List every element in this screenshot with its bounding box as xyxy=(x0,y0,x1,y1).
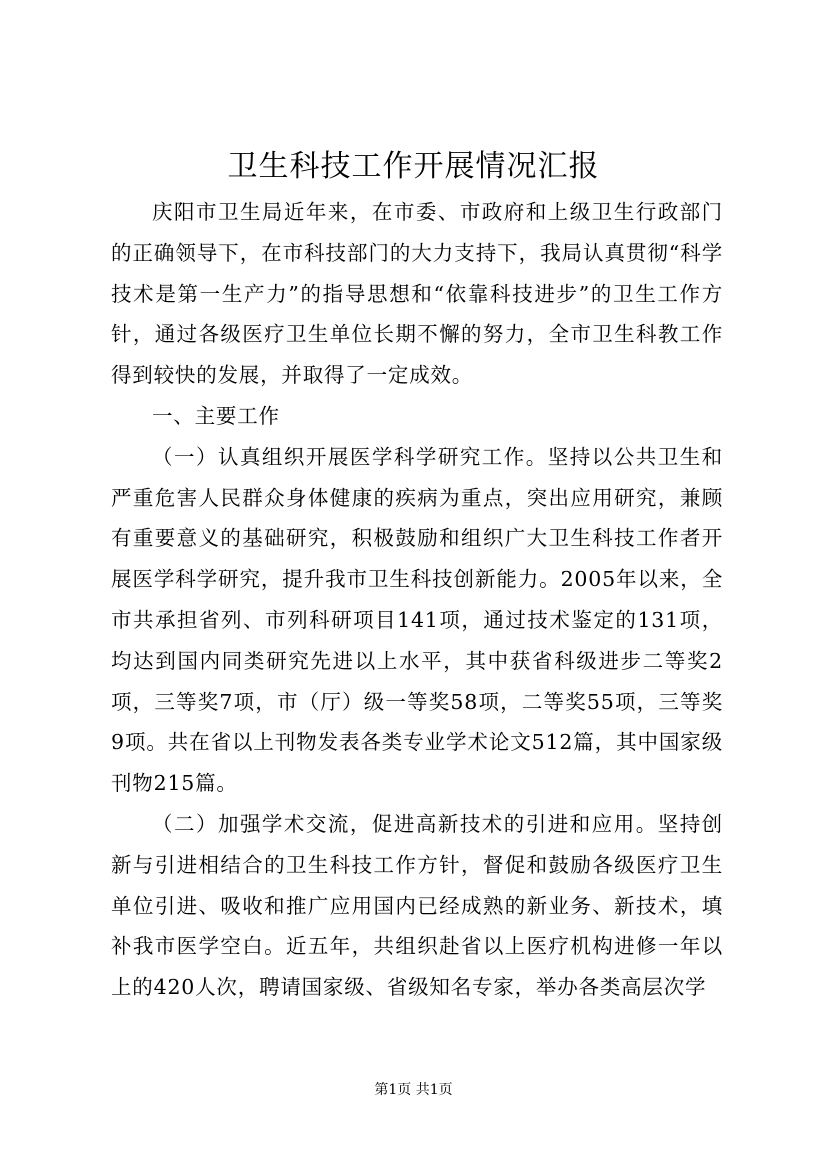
document-title: 卫生科技工作开展情况汇报 xyxy=(227,149,600,184)
section-heading-main-work: 一、主要工作 xyxy=(152,403,280,428)
page-footer: 第1页 共1页 xyxy=(374,1082,453,1098)
paragraph-intro: 庆阳市卫生局近年来，在市委、市政府和上级卫生行政部门的正确领导下，在市科技部门的大力支持下，我局认真贯彻“科学技术是第一生产力”的指导思想和“依靠科技进步”的卫生工作方针，通过各级医疗卫生单位长期不懈的努力，全市卫生科教工作得到较快的发展，并取得了一定成效。 xyxy=(111,200,723,388)
paragraph-academic-exchange: （二）加强学术交流，促进高新技术的引进和应用。坚持创新与引进相结合的卫生科技工作方针，督促和鼓励各级医疗卫生单位引进、吸收和推广应用国内已经成熟的新业务、新技术，填补我市医学空白。近五年，共组织赴省以上医疗机构进修一年以上的420人次，聘请国家级、省级知名专家，举办各类高层次学 xyxy=(111,811,723,1000)
document-body xyxy=(111,192,723,1008)
paragraph-research: （一）认真组织开展医学科学研究工作。坚持以公共卫生和严重危害人民群众身体健康的疾病为重点，突出应用研究，兼顾有重要意义的基础研究，积极鼓励和组织广大卫生科技工作者开展医学科学研究，提升我市卫生科技创新能力。2005年以来，全市共承担省列、市列科研项目141项，通过技术鉴定的131项，均达到国内同类研究先进以上水平，其中获省科级进步二等奖2项，三等奖7项，市（厅）级一等奖58项，二等奖55项，三等奖9项。共在省以上刊物发表各类专业学术论文512篇，其中国家级刊物215篇。 xyxy=(111,444,723,796)
